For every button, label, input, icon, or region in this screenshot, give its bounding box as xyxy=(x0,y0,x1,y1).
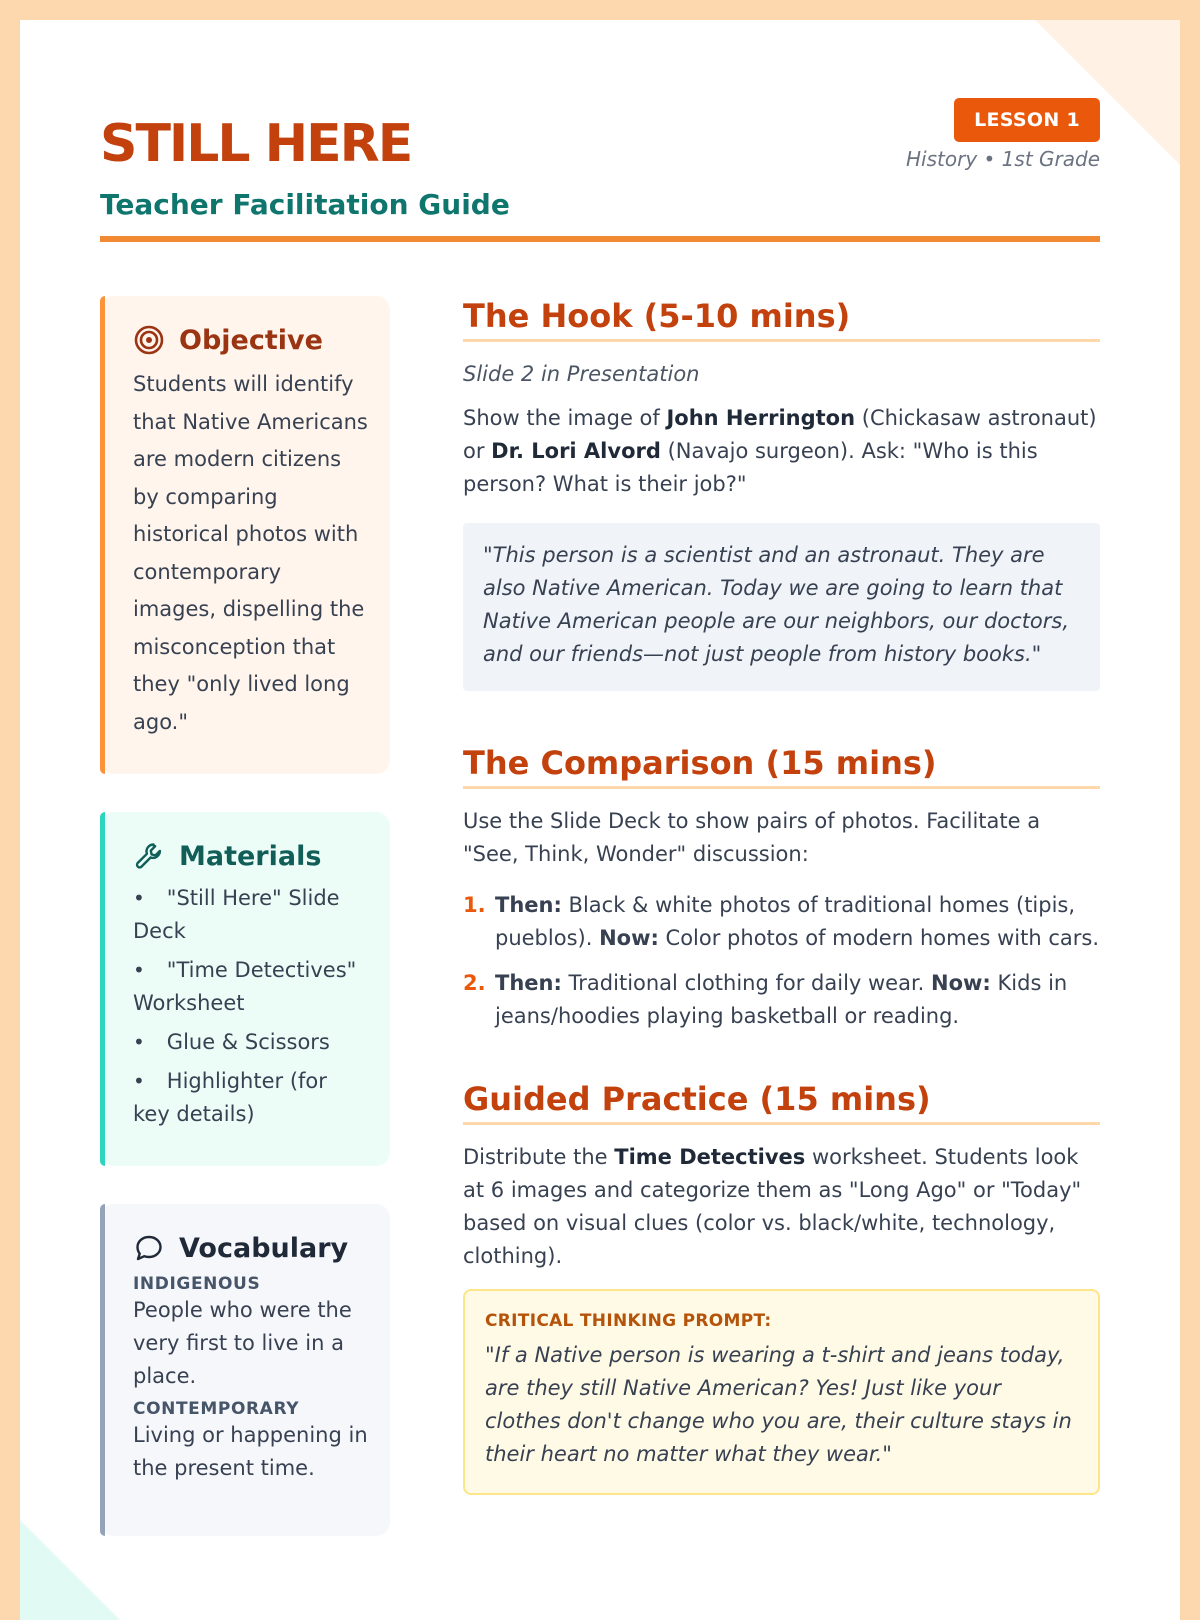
subject-grade-meta: History • 1st Grade xyxy=(906,147,1100,171)
list-item: • Highlighter (for key details) xyxy=(133,1065,370,1131)
vocab-definition: People who were the very first to live in a place. xyxy=(133,1298,352,1388)
materials-list xyxy=(133,882,370,1131)
document-page xyxy=(20,20,1180,1620)
text-span: Show the image of xyxy=(463,406,667,430)
slide-reference: Slide 2 in Presentation xyxy=(463,362,700,386)
critical-thinking-box xyxy=(463,1289,1100,1495)
vocabulary-title: Vocabulary xyxy=(179,1232,349,1264)
name-lori-alvord: Dr. Lori Alvord xyxy=(491,439,661,463)
text-span: Traditional clothing for daily wear. xyxy=(561,971,932,995)
vocab-term: CONTEMPORARY xyxy=(133,1399,300,1419)
vocabulary-header xyxy=(133,1232,370,1264)
guided-paragraph xyxy=(463,1141,1100,1273)
objective-header xyxy=(133,324,370,356)
materials-card xyxy=(100,812,390,1166)
list-item-text xyxy=(495,967,1100,1033)
text-span: worksheet. Students look at 6 images and categorize them as "Long Ago" or "Today" based on visual clues (color vs. black/white, technology, clothing). xyxy=(463,1145,1082,1268)
materials-title: Materials xyxy=(179,840,322,872)
comparison-heading: The Comparison (15 mins) xyxy=(463,744,1100,789)
prompt-text: "If a Native person is wearing a t-shirt and jeans today, are they still Native American? Yes! Just like your clothes don't change who you are, their culture stays in their heart no matter what they wear." xyxy=(485,1343,1072,1466)
corner-decoration-top-right xyxy=(1035,20,1180,165)
text-span: (Chickasaw astronaut) or xyxy=(463,406,1097,463)
list-item: • Glue & Scissors xyxy=(133,1026,370,1059)
objective-text: Students will identify that Native Americans are modern citizens by comparing historical photos with contemporary images, dispelling the misconception that they "only lived long ago." xyxy=(133,372,368,734)
objective-card xyxy=(100,296,390,774)
prompt-label: CRITICAL THINKING PROMPT: xyxy=(485,1311,772,1331)
worksheet-name: Time Detectives xyxy=(614,1145,806,1169)
now-label: Now: xyxy=(931,971,991,995)
teacher-script-quote: "This person is a scientist and an astronaut. They are also Native American. Today we are going to learn that Native American people are our neighbors, our doctors, and our friends—not just people from history books." xyxy=(463,523,1100,691)
comparison-list xyxy=(463,889,1100,1033)
then-label: Then: xyxy=(495,971,562,995)
list-item xyxy=(463,967,1100,1033)
vocab-definition: Living or happening in the present time. xyxy=(133,1423,368,1480)
page-title: STILL HERE xyxy=(100,114,412,174)
now-label: Now: xyxy=(599,926,659,950)
text-span: Kids in jeans/hoodies playing basketball or reading. xyxy=(495,971,1068,1028)
list-item: • "Still Here" Slide Deck xyxy=(133,882,370,948)
guided-heading: Guided Practice (15 mins) xyxy=(463,1080,1100,1125)
header-divider xyxy=(100,236,1100,242)
target-icon xyxy=(133,324,165,356)
corner-decoration-bottom-left xyxy=(20,1520,120,1620)
lesson-badge: LESSON 1 xyxy=(954,98,1100,142)
comparison-section xyxy=(463,744,1100,1045)
speech-bubble-icon xyxy=(133,1232,165,1264)
page-subtitle: Teacher Facilitation Guide xyxy=(100,188,510,221)
list-number: 2. xyxy=(463,971,486,995)
vocab-term: INDIGENOUS xyxy=(133,1274,261,1294)
objective-title: Objective xyxy=(179,324,323,356)
text-span: Black & white photos of traditional homes (tipis, pueblos). xyxy=(495,893,1076,950)
guided-practice-section xyxy=(463,1080,1100,1495)
list-item xyxy=(463,889,1100,955)
hook-section xyxy=(463,297,1100,691)
then-label: Then: xyxy=(495,893,562,917)
comparison-intro: Use the Slide Deck to show pairs of photos. Facilitate a "See, Think, Wonder" discussion: xyxy=(463,809,1041,866)
vocabulary-card xyxy=(100,1204,390,1536)
list-item-text xyxy=(495,889,1100,955)
hook-paragraph xyxy=(463,402,1100,501)
text-span: Distribute the xyxy=(463,1145,615,1169)
hook-heading: The Hook (5-10 mins) xyxy=(463,297,1100,342)
list-number: 1. xyxy=(463,893,486,917)
text-span: (Navajo surgeon). Ask: "Who is this person? What is their job?" xyxy=(463,439,1038,496)
wrench-icon xyxy=(133,840,165,872)
list-item: • "Time Detectives" Worksheet xyxy=(133,954,370,1020)
name-john-herrington: John Herrington xyxy=(666,406,856,430)
materials-header xyxy=(133,840,370,872)
text-span: Color photos of modern homes with cars. xyxy=(658,926,1100,950)
